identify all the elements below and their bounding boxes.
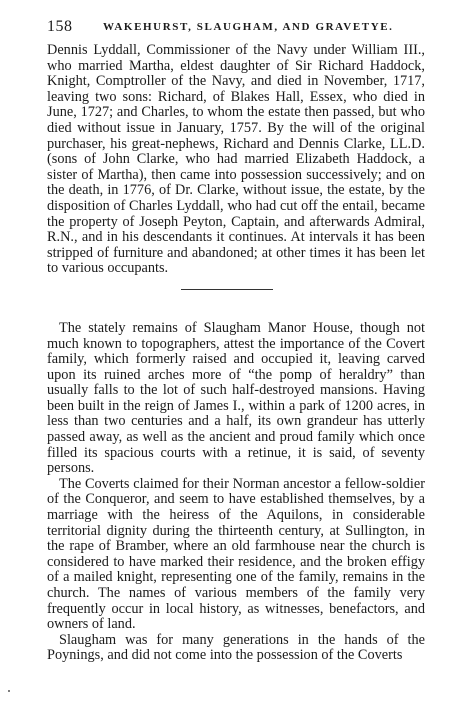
paragraph-continued: Dennis Lyddall, Commissioner of the Navy under William III., who married Martha, eldest daughter of Sir Richard Haddock, Knight, Comptroller of the Navy, and died in November, 1717, leaving two sons: Richard, of Blakes Hall, Essex, who died in June, 1727; and Charles, to whom the estate then passed, but who died without issue in January, 1757. By the will of the original purchaser, his great-nephews, Richard and Dennis Clarke, LL.D. (sons of John Clarke, who had married Elizabeth Haddock, a sister of Martha), then came into possession successively; and on the death, in 1776, of Dr. Clarke, without issue, the estate, by the disposition of Charles Lyddall, who had cut off the entail, became the property of Joseph Peyton, Captain, and afterwards Admiral, R.N., and in his descendants it continues. At intervals it has been stripped of furniture and abandoned; at other times it has been let to various occupants. (47, 42, 425, 277)
running-head (47, 18, 425, 38)
margin-speck (8, 690, 10, 692)
section-gap (47, 290, 425, 321)
book-page (47, 18, 425, 664)
paragraph-manor-house: The stately remains of Slaugham Manor House, though not much known to topographers, attest the importance of the Covert family, which formerly raised and occupied it, leaving carved upon its ruined arches more of “the pomp of heraldry” than usually falls to the lot of such half-destroyed mansions. Having been built in the reign of James I., within a park of 1200 acres, in less than two centuries and a half, its own grandeur has utterly passed away, as well as the ancient and proud family which once filled its spacious courts with a retinue, it is said, of seventy persons. (47, 319, 425, 477)
running-head-title: WAKEHURST, SLAUGHAM, AND GRAVETYE. (103, 21, 394, 33)
paragraph-coverts: The Coverts claimed for their Norman ancestor a fellow-soldier of the Conqueror, and seem to have established themselves, by a marriage with the heiress of the Aquilons, in considerable territorial dignity during the thirteenth century, at Sullington, in the rape of Bramber, where an old farmhouse near the church is considered to have marked their residence, and the broken effigy of a mailed knight, representing one of the family, remains in the church. The names of various members of the family very frequently occur in local history, as witnesses, benefactors, and owners of land. (47, 475, 425, 633)
page-number: 158 (47, 18, 73, 35)
paragraph-poynings: Slaugham was for many generations in the hands of the Poynings, and did not come into the possession of the Coverts (47, 631, 425, 664)
